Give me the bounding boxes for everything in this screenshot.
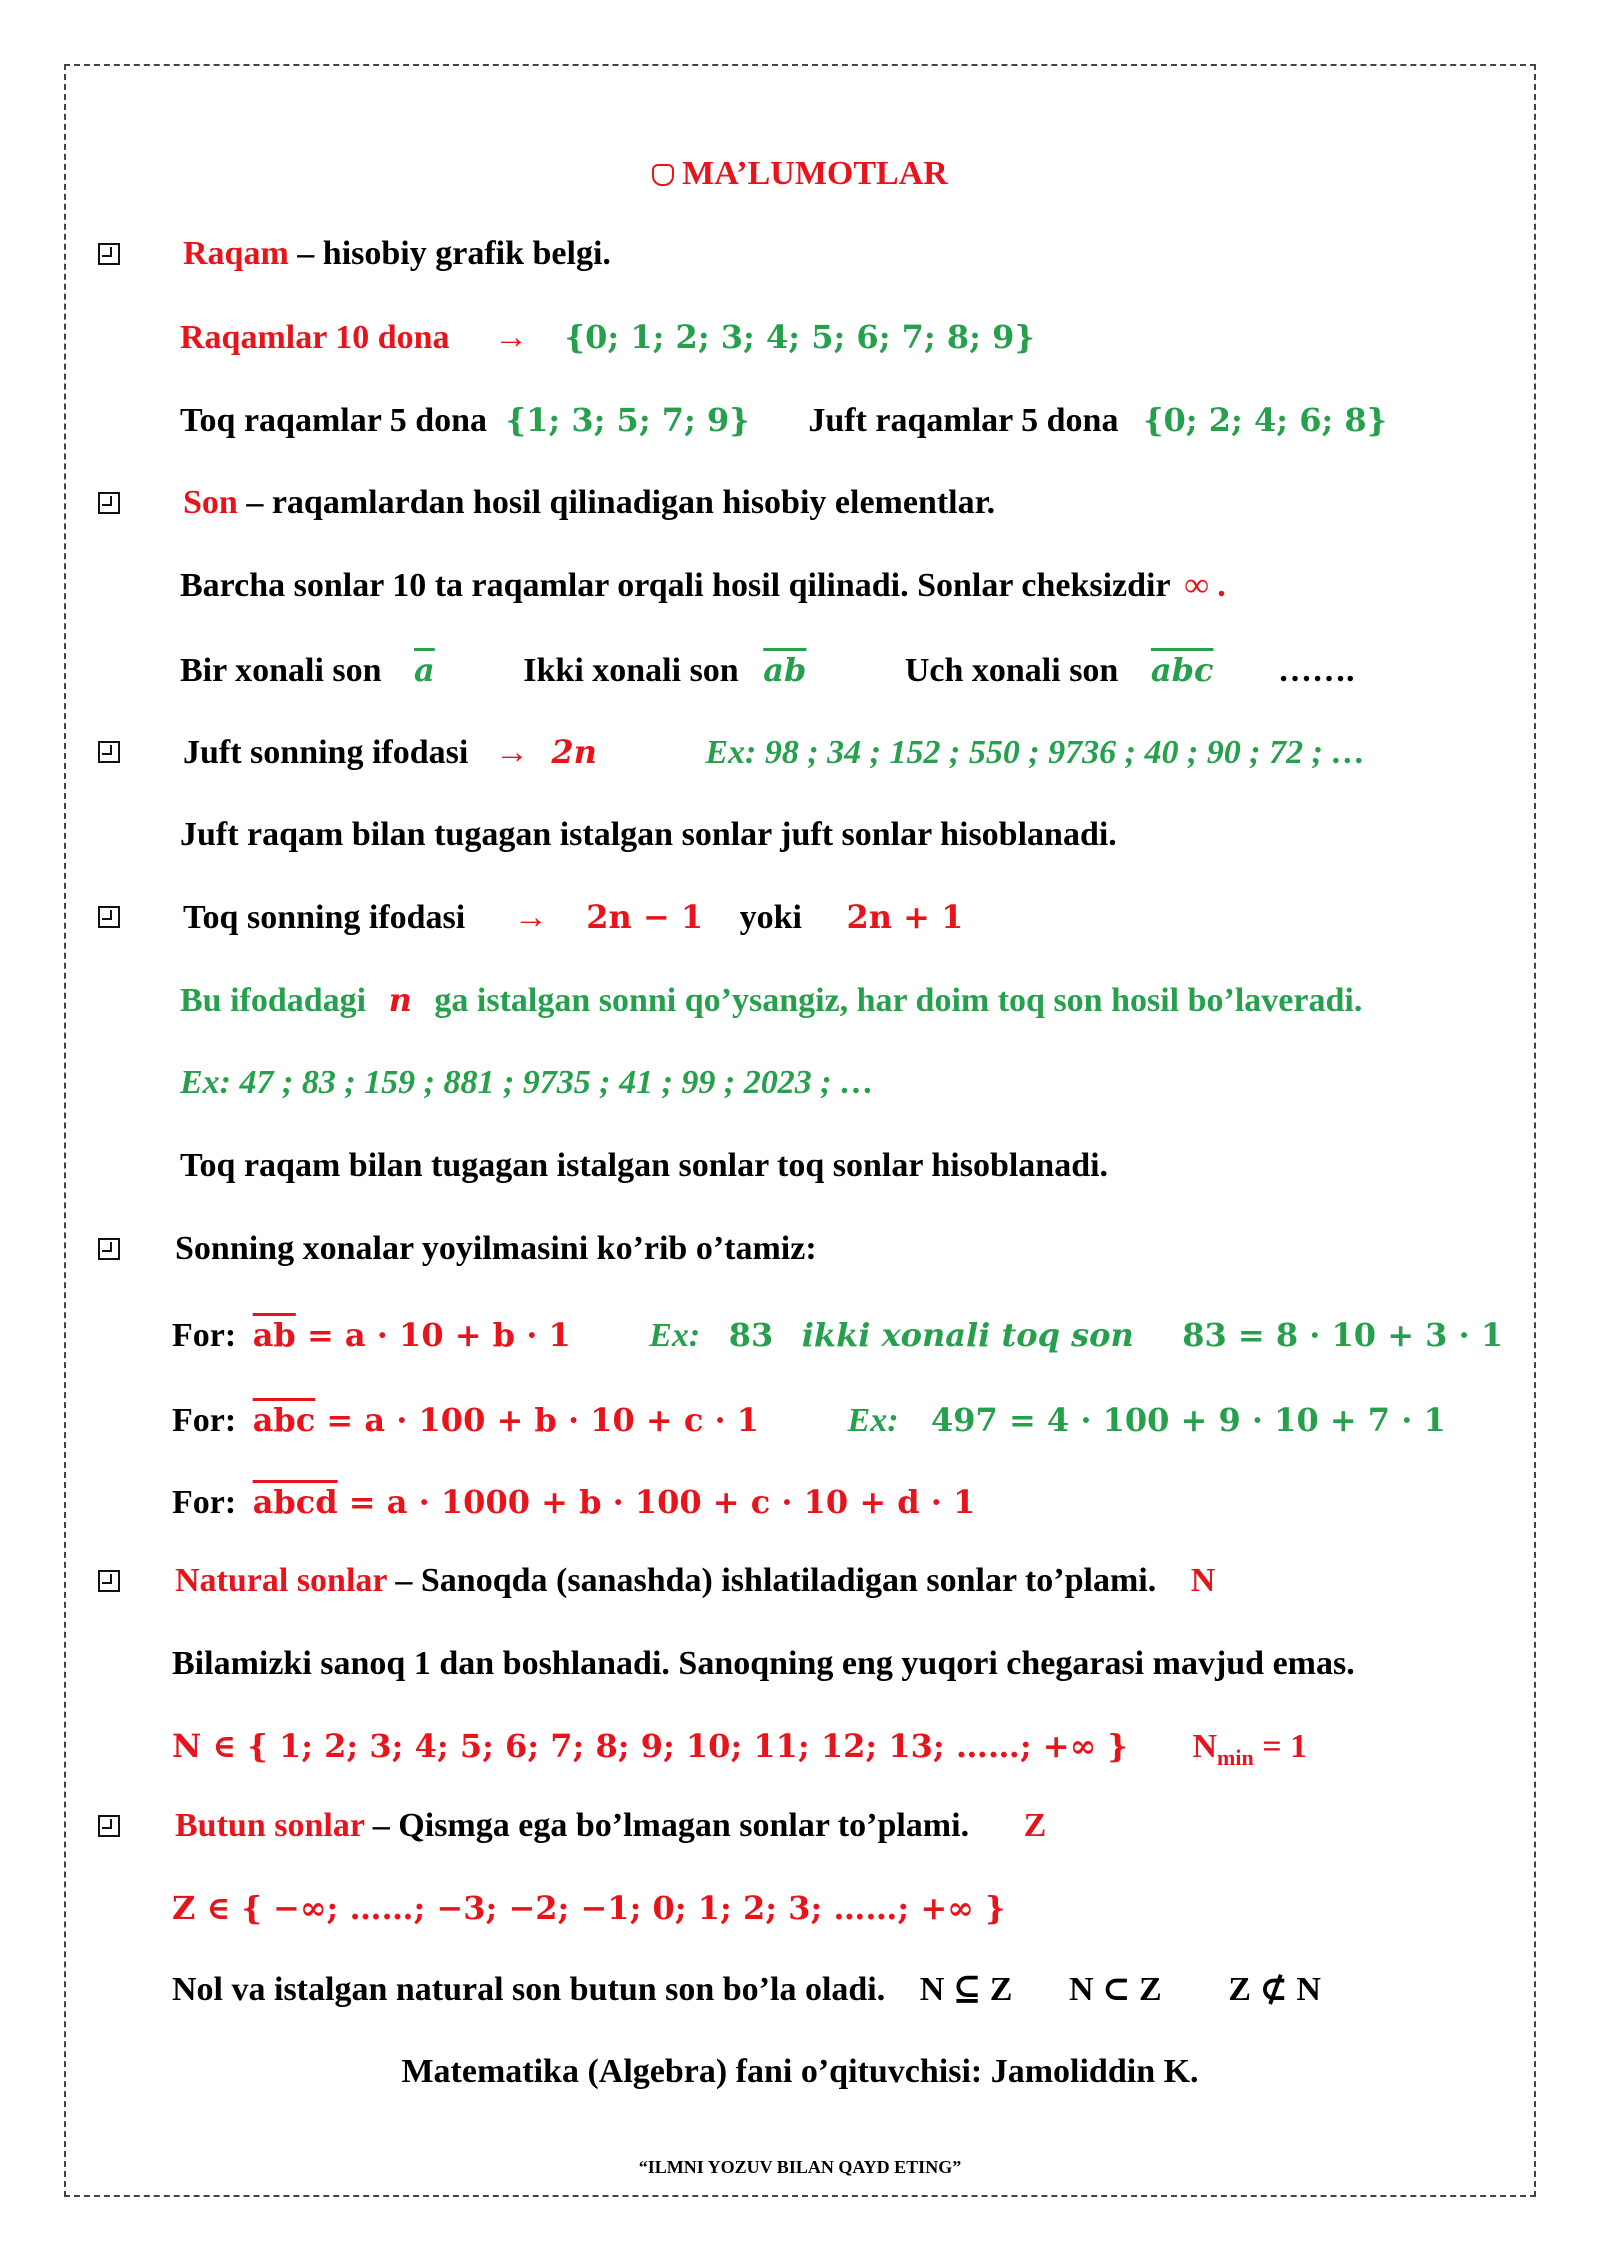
- arrow-icon: →: [513, 899, 548, 936]
- for-label: For:: [172, 1484, 237, 1521]
- son-def: – raqamlardan hosil qilinadigan hisobiy elementlar.: [237, 484, 996, 521]
- son-term: Son: [183, 484, 238, 521]
- juft-formula-line: [183, 730, 1600, 775]
- arrow-icon: →: [494, 734, 529, 771]
- butun-set: Z ∈ { −∞; ……; −3; −2; −1; 0; 1; 2; 3; ……; +∞ }: [172, 1889, 1006, 1927]
- checkbox-icon: [98, 906, 120, 928]
- ex-label: Ex:: [847, 1402, 899, 1439]
- natural-note-text: Bilamizki sanoq 1 dan boshlanadi. Sanoqning eng yuqori chegarasi mavjud emas.: [172, 1645, 1355, 1682]
- checkbox-icon: [98, 243, 120, 265]
- f1-expansion: = a · 10 + b · 1: [295, 1316, 571, 1354]
- f3-expansion: = a · 1000 + b · 100 + c · 10 + d · 1: [337, 1483, 976, 1521]
- toq-note-text: Toq raqam bilan tugagan istalgan sonlar toq sonlar hisoblanadi.: [180, 1147, 1109, 1184]
- butun-def: – Qismga ega bo’lmagan sonlar to’plami.: [364, 1807, 970, 1844]
- raqam-definition: [183, 232, 1600, 276]
- for-label: For:: [172, 1402, 237, 1439]
- natural-term: Natural sonlar: [175, 1562, 387, 1599]
- n-min-base: N: [1192, 1728, 1218, 1765]
- n-min-sub: min: [1217, 1744, 1254, 1770]
- teacher-credit: [0, 2050, 1600, 2094]
- three-digit-label: Uch xonali son: [904, 652, 1119, 689]
- odd-even-digits-line: [180, 398, 1600, 443]
- toq-hint-post: ga istalgan sonni qo’ysangiz, har doim toq son hosil bo’laveradi.: [434, 982, 1363, 1019]
- raqam-def: – hisobiy grafik belgi.: [288, 235, 611, 272]
- checkbox-icon: [98, 1570, 120, 1592]
- f1-example-number: 83: [728, 1316, 774, 1354]
- butun-note-line: [172, 1968, 1600, 2012]
- title-text: MA’LUMOTLAR: [682, 155, 948, 192]
- checkbox-icon: [98, 741, 120, 763]
- teacher-text: Matematika (Algebra) fani o’qituvchisi: Jamoliddin K.: [401, 2053, 1199, 2090]
- two-digit-notation: $\overline{ab}$: [763, 651, 807, 689]
- relation-z-not-subset-n: Z ⊄ N: [1228, 1971, 1321, 2008]
- toq-examples-text: Ex: 47 ; 83 ; 159 ; 881 ; 9735 ; 41 ; 99 ; 2023 ; …: [180, 1064, 875, 1101]
- relation-n-subseteq-z: N ⊆ Z: [919, 1971, 1013, 2008]
- for-label: For:: [172, 1317, 237, 1354]
- xona-heading: [175, 1227, 1600, 1271]
- xona-formula-3: [172, 1480, 1600, 1525]
- toq-formula-1: 2n − 1: [586, 898, 704, 936]
- natural-set: N ∈ { 1; 2; 3; 4; 5; 6; 7; 8; 9; 10; 11; 12; 13; ……; +∞ }: [172, 1727, 1128, 1765]
- raqam-term: Raqam: [183, 235, 289, 272]
- infinity-symbol: ∞ .: [1184, 567, 1226, 604]
- arrow-icon: →: [494, 319, 529, 356]
- f2-notation: $\overline{abc}$: [252, 1401, 316, 1439]
- ex-label: Ex:: [649, 1317, 701, 1354]
- juft-examples: Ex: 98 ; 34 ; 152 ; 550 ; 9736 ; 40 ; 90 ; 72 ; …: [705, 734, 1366, 771]
- juft-label: Juft sonning ifodasi: [183, 734, 469, 771]
- relation-n-subset-z: N ⊂ Z: [1069, 1971, 1162, 2008]
- even-digits-set: {0; 2; 4; 6; 8}: [1142, 401, 1388, 439]
- juft-note: [180, 813, 1600, 857]
- juft-note-text: Juft raqam bilan tugagan istalgan sonlar juft sonlar hisoblanadi.: [180, 816, 1117, 853]
- butun-set-line: [172, 1886, 1600, 1931]
- f2-example-expansion: 497 = 4 · 100 + 9 · 10 + 7 · 1: [931, 1401, 1446, 1439]
- page-title: [0, 152, 1600, 196]
- xona-heading-text: Sonning xonalar yoyilmasini ko’rib o’tamiz:: [175, 1230, 817, 1267]
- pointing-hand-icon: [652, 164, 674, 186]
- digits-set: {0; 1; 2; 3; 4; 5; 6; 7; 8; 9}: [564, 318, 1035, 356]
- xona-formula-2: [172, 1398, 1600, 1443]
- toq-note: [180, 1144, 1600, 1188]
- natural-set-line: [172, 1724, 1600, 1780]
- son-line2: Barcha sonlar 10 ta raqamlar orqali hosil qilinadi. Sonlar cheksizdir: [180, 567, 1170, 604]
- one-digit-notation: $\overline{a}$: [414, 651, 435, 689]
- ellipsis: …….: [1277, 652, 1355, 689]
- son-definition: [183, 481, 1600, 525]
- one-digit-label: Bir xonali son: [180, 652, 382, 689]
- n-min-value: = 1: [1253, 1728, 1308, 1765]
- natural-note: [172, 1642, 1600, 1686]
- two-digit-label: Ikki xonali son: [523, 652, 739, 689]
- f3-notation: abcd: [252, 1483, 338, 1521]
- butun-term: Butun sonlar: [175, 1807, 365, 1844]
- f2-expansion: = a · 100 + b · 10 + c · 1: [315, 1401, 760, 1439]
- son-infinite-line: [180, 564, 1600, 608]
- raqam-count-line: [180, 315, 1600, 360]
- natural-symbol: N: [1190, 1562, 1216, 1599]
- odd-digits-set: {1; 3; 5; 7; 9}: [505, 401, 750, 439]
- or-text: yoki: [739, 899, 802, 936]
- motto-text: “ILMNI YOZUV BILAN QAYD ETING”: [638, 2157, 962, 2177]
- toq-examples: [180, 1061, 1600, 1105]
- checkbox-icon: [98, 1815, 120, 1837]
- digit-places-line: [180, 648, 1600, 693]
- toq-hint: [180, 978, 1600, 1023]
- butun-note: Nol va istalgan natural son butun son bo’la oladi.: [172, 1971, 886, 2008]
- f1-example-expansion: 83 = 8 · 10 + 3 · 1: [1182, 1316, 1504, 1354]
- toq-label: Toq sonning ifodasi: [183, 899, 466, 936]
- natural-definition: [175, 1559, 1600, 1603]
- three-digit-notation: $\overline{abc}$: [1150, 651, 1214, 689]
- xona-formula-1: [172, 1313, 1600, 1358]
- butun-symbol: Z: [1023, 1807, 1047, 1844]
- checkbox-icon: [98, 492, 120, 514]
- toq-hint-var: n: [388, 981, 412, 1019]
- page-border: [64, 64, 1536, 2197]
- even-digits-label: Juft raqamlar 5 dona: [808, 402, 1119, 439]
- butun-definition: [175, 1804, 1600, 1848]
- natural-def: – Sanoqda (sanashda) ishlatiladigan sonlar to’plami.: [386, 1562, 1157, 1599]
- juft-formula: 2n: [551, 733, 597, 771]
- f1-example-desc: ikki xonali toq son: [801, 1316, 1134, 1354]
- toq-hint-pre: Bu ifodadagi: [180, 982, 367, 1019]
- f1-notation: $\overline{ab}$: [252, 1316, 296, 1354]
- raqam-count-label: Raqamlar 10 dona: [180, 319, 450, 356]
- toq-formula-line: [183, 895, 1600, 940]
- checkbox-icon: [98, 1238, 120, 1260]
- motto: [0, 2145, 1600, 2189]
- toq-formula-2: 2n + 1: [846, 898, 964, 936]
- odd-digits-label: Toq raqamlar 5 dona: [180, 402, 488, 439]
